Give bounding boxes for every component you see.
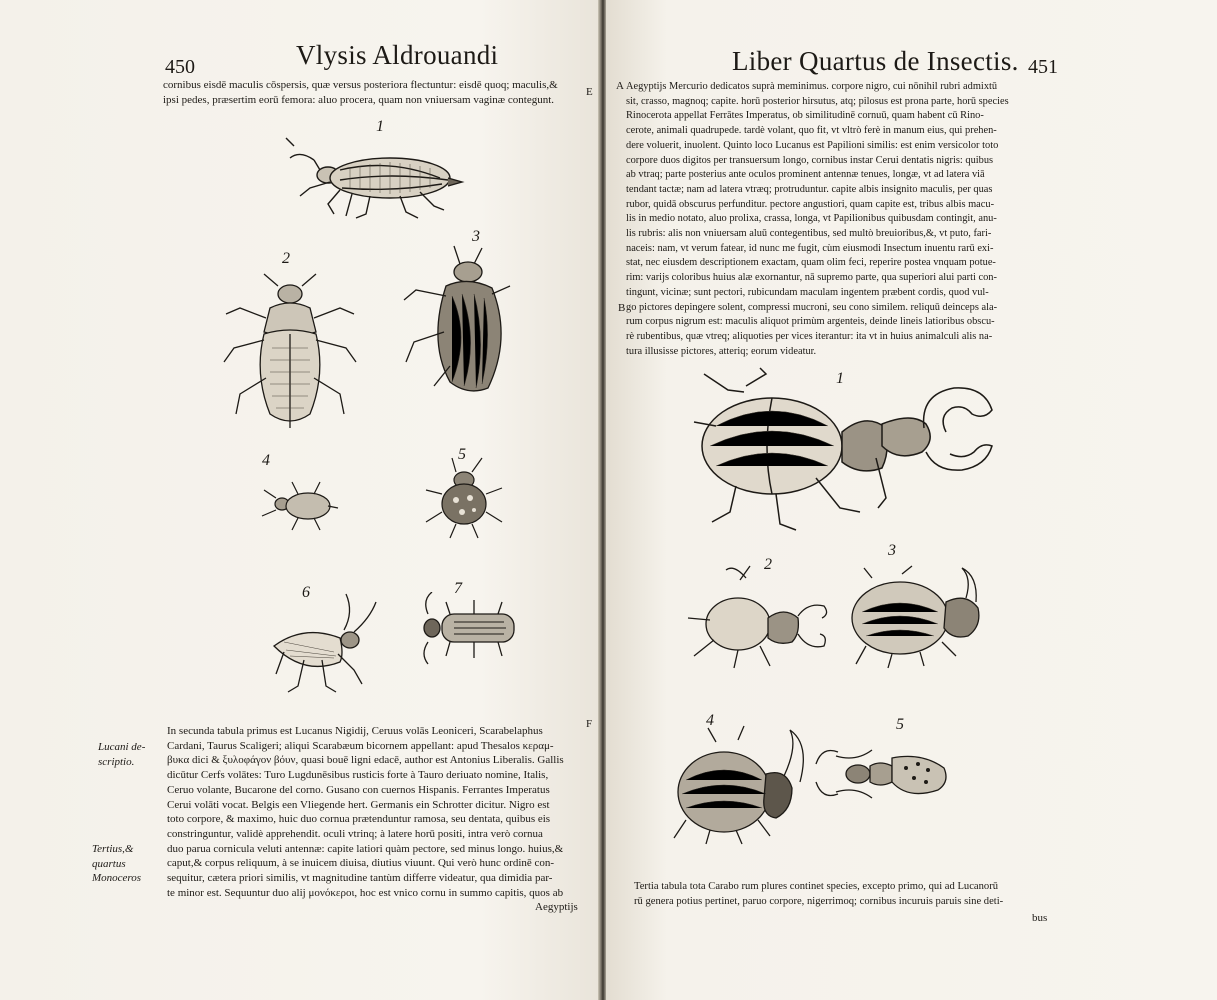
text-line: tura illusisse pictores, atteriq; eorum videatur. [626, 345, 817, 357]
text-line: constringuntur, validè apprehendit. oculi vtrinq; à latere horū positi, intra verò cornua [167, 827, 543, 840]
catchword-right: bus [1032, 912, 1048, 924]
text-line: rim: varijs coloribus huius alæ exornantur, nā supremo parte, qua superiori alui parti con- [626, 272, 997, 284]
page-number-right: 451 [1028, 56, 1058, 78]
figure-number: 1 [836, 370, 844, 387]
text-line: ab vtraq; parte posterius ante oculos prominent antennæ tenues, longæ, vt ad latera viā [626, 169, 985, 181]
text-line: go pictores depingere solent, compressi mucroni, seu cono similem. reliquū deinceps ala- [626, 301, 998, 313]
margin-note-monoceros [92, 842, 141, 886]
beetle-woodcut [220, 268, 360, 438]
text-line: Cerui volāti vocat. Belgis een Vliegende hert. Germanis ein Schrotter dicitur. Nigro est [167, 798, 550, 811]
top-text-left [163, 78, 558, 107]
margin-note-line: scriptio. [98, 755, 135, 768]
margin-note-line: Monoceros [92, 872, 142, 885]
text-line: ipsi pedes, præsertim eorū femora: aluo procera, quam non vniuersam vaginæ contegunt. [163, 93, 555, 106]
bottom-text-right [634, 880, 1003, 909]
margin-note-lucani [98, 740, 145, 769]
text-line: lis in medio notato, aluo prolixa, crassa, longa, vt Papilionibus quibusdam contingit, anu- [626, 213, 997, 225]
text-line: stat, nec eiusdem descriptionem exactam, quam olim feci, reperire postea vnquam potue- [626, 257, 996, 269]
text-line: Rinocerota appellat Ferrātes Imperatus, ob similitudinē cornuū, quam habent cū Rino- [626, 110, 984, 122]
beetle-woodcut [390, 236, 520, 396]
text-line: rum corpus nigrum est: maculis aliquot primùm argenteis, deinde lineis latioribus obscu- [626, 316, 995, 328]
figure-number: 1 [376, 118, 384, 135]
margin-letter-a: A [616, 80, 624, 92]
top-text-right [626, 80, 1009, 359]
right-page [606, 0, 1217, 1000]
text-line: Tertia tabula tota Carabo rum plures continet species, excepto primo, qui ad Lucanorū [634, 881, 999, 892]
margin-note-line: Lucani de- [98, 741, 146, 753]
text-line: dicūtur Cerfs volātes: Turo Lugdunēsibus rusticis forte à Tauro deriuato nomine, Italis, [167, 769, 549, 782]
weevil-woodcut [270, 130, 470, 230]
beetle-woodcut [416, 454, 506, 544]
catchword-left: Aegyptijs [535, 901, 578, 914]
beetle-woodcut [264, 590, 384, 700]
figure-number: 3 [888, 542, 896, 559]
text-line: caput,& corpus reliquum, à se inuicem diuisa, diutius viuunt. Qui verò hunc ordinē con- [167, 857, 555, 870]
figure-number: 5 [458, 446, 466, 463]
lucanus-woodcut [806, 734, 956, 814]
figure-number: 2 [764, 556, 772, 573]
running-head-right: Liber Quartus de Insectis. [732, 46, 1019, 76]
text-line: te minor est. Sequuntur duo alij μονόκεροι, hoc est vnico cornu in summo capitis, quos ab [167, 886, 564, 899]
text-line: lis rubris: alis non vniuersam aluū contegentibus, sed multò breuioribus,&, vt puto, fari- [626, 228, 992, 240]
page-number-left: 450 [165, 56, 195, 78]
text-line: Cardani, Taurus Scaligeri; aliqui Scarabæum bicornem appellant: apud Thesalos κεραμ- [167, 739, 554, 752]
stag-beetle-woodcut [676, 366, 1006, 546]
left-page [0, 0, 600, 1000]
stag-beetle-woodcut [680, 560, 840, 670]
figure-number: 2 [282, 250, 290, 267]
beetle-woodcut [254, 476, 344, 536]
text-line: tingunt, vicinæ; sunt pectori, rubicundam maculam ingentem præbent cordis, quod vul- [626, 286, 989, 298]
text-line: corpore duos digitos per transuersum longo, cornibus instar Cerui dentatis nigris: quibus [626, 154, 994, 166]
text-line: naceis: nam, vt verum fatear, id nunc me fugit, cùm eiusmodi Insectum inuentu rarū exi- [626, 242, 994, 254]
margin-note-line: Tertius,& [92, 843, 134, 855]
text-line: rubor, quidā obscurus perfunditur. pectore angustiori, quam capite est, tribus albis macu- [626, 198, 995, 210]
rhinoceros-beetle-woodcut [842, 562, 992, 672]
text-line: rè rubentibus, quæ vtreq; aliquoties per vices iterantur: ita vt in huius animalculi alis na- [626, 330, 993, 342]
figure-number: 3 [472, 228, 480, 245]
text-line: dere voluerit, inuolent. Quinto loco Lucanus est Papilioni similis: est enim versicolor toto [626, 139, 999, 151]
body-text-left [167, 724, 578, 915]
margin-letter-f: F [586, 718, 593, 730]
margin-note-line: quartus [92, 857, 126, 870]
figure-number: 7 [454, 580, 462, 597]
figure-number: 4 [262, 452, 270, 469]
text-line: cornibus eisdē maculis cōspersis, quæ versus posteriora flectuntur: eisdē quoq; maculis,& [163, 79, 558, 91]
text-line: sit, crasso, magnoq; capite. horū posterior hirsutus, atq; pilosus est prona parte, horū species [626, 95, 1009, 107]
margin-letter-b: B [618, 302, 626, 314]
text-line: toto corpore, & maximo, huic duo cornua prætenduntur ramosa, seu dentata, quibus eis [167, 813, 551, 826]
rhinoceros-beetle-woodcut [666, 720, 816, 850]
beetle-woodcut [414, 592, 524, 672]
running-head-left: Vlysis Aldrouandi [296, 40, 499, 70]
text-line: In secunda tabula primus est Lucanus Nigidij, Ceruus volās Leoniceri, Scarabelaphus [167, 725, 543, 737]
text-line: βυκα dici & ξυλοφάγον βόυν, quasi bouē ligni edacē, author est Antonius Liberalis. Gallis [167, 754, 564, 767]
text-line: duo parua cornicula veluti antennæ: capite latiori quàm pectore, sed minus longo. huius,& [167, 842, 564, 855]
text-line: cerote, animali quadrupede. tardè volant, quo fit, vt vltrò ferè in manum eius, qui prehen- [626, 125, 997, 137]
figure-number: 6 [302, 584, 310, 601]
text-line: Ceruo volante, Bucarone del corno. Gusano con cuernos Hispanis. Ferrantes Imperatus [167, 783, 550, 796]
text-line: Aegyptijs Mercurio dedicatos suprà meminimus. corpore nigro, cui nōnihil rubri admixtū [626, 81, 998, 92]
figure-number: 5 [896, 716, 904, 733]
text-line: sequitur, cætera priori similis, vt magnitudine tantùm differre videatur, qua dimidia par- [167, 872, 553, 885]
text-line: rū genera potius pertinet, paruo corpore, nigerrimoq; cornibus incuruis paruis sine deti- [634, 895, 1004, 907]
margin-letter-e: E [586, 86, 593, 98]
figure-number: 4 [706, 712, 714, 729]
text-line: tendant tactæ; nam ad latera vtræq; protruduntur. capite albis insignito maculis, per quas [626, 183, 993, 195]
